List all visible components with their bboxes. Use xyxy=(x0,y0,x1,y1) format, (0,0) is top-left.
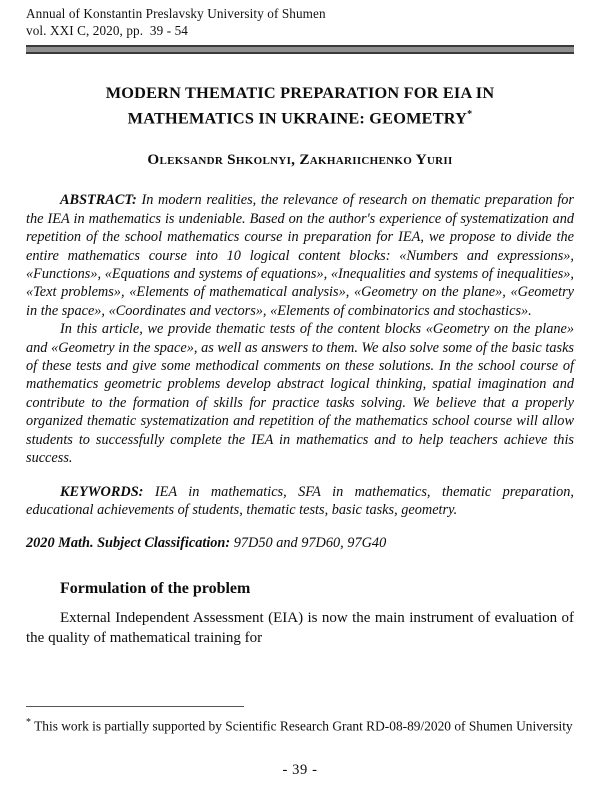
subject-classification-label: 2020 Math. Subject Classification: xyxy=(26,535,231,552)
title-footnote-marker: * xyxy=(467,109,473,120)
subject-classification-codes: 97D50 and 97D60, 97G40 xyxy=(230,535,387,552)
title-line-1: MODERN THEMATIC PREPARATION FOR EIA IN xyxy=(105,83,495,102)
footnote-marker: * xyxy=(26,717,31,728)
abstract-paragraph-1-text: In modern realities, the relevance of research on thematic preparation for the IEA in mathematics is undeniable. Based on the author's experience of systematization and repetition of the school mathematics course in preparation for IEA, we propose to divide the entire mathematics course into 10 logical content blocks: «Numbers and expressions», «Functions», «Equations and systems of equations», «Inequalities and systems of inequalities», «Text problems», «Elements of mathematical analysis», «Geometry on the plane», «Geometry in the space», «Coordinates and vectors», «Elements of combinatorics and stochastics». xyxy=(26,192,574,319)
footnote-body: This work is partially supported by Scientific Research Grant RD-08-89/2020 of Shumen University xyxy=(31,718,573,734)
keywords-text: IEA in mathematics, SFA in mathematics, thematic preparation, educational achievements of students, thematic tests, basic tasks, geometry. xyxy=(26,483,574,518)
header-divider-rule xyxy=(26,45,574,54)
abstract-paragraph-1 xyxy=(26,191,574,320)
abstract-paragraph-2: In this article, we provide thematic tests of the content blocks «Geometry on the plane» and «Geometry in the space», as well as answers to them. We also solve some of the basic tasks of these tests and give some methodical comments on these solutions. In the school course of mathematics geometric problems develop abstract logical thinking, spatial imagination and contribute to the formation of skills for practice tasks solving. We believe that a properly organized thematic systematization and repetition of the mathematics school course will allow students to successfully complete the IEA in mathematics and to help teachers achieve this success. xyxy=(26,321,574,467)
footnote-text xyxy=(26,714,574,735)
keywords-label: KEYWORDS: xyxy=(60,483,144,500)
title-line-2-text: MATHEMATICS IN UKRAINE: GEOMETRY xyxy=(127,108,468,128)
section-heading: Formulation of the problem xyxy=(60,579,251,597)
page-number: - 39 - xyxy=(282,762,318,778)
author-list: Oleksandr Shkolnyi, Zakhariichenko Yurii xyxy=(147,151,453,169)
running-head-line-1: Annual of Konstantin Preslavsky University of Shumen xyxy=(26,6,326,21)
subject-classification xyxy=(26,534,574,552)
running-head-line-2: vol. XXI C, 2020, pp. 39 - 54 xyxy=(26,22,188,38)
footnote-area xyxy=(26,706,574,735)
abstract-section xyxy=(26,191,574,467)
title-line-2 xyxy=(26,104,574,129)
keywords-section xyxy=(26,483,574,520)
running-head xyxy=(26,6,574,39)
section-paragraph: External Independent Assessment (EIA) is now the main instrument of evaluation of the quality of mathematical training for xyxy=(26,609,574,647)
page-title xyxy=(26,82,574,129)
footnote-separator-rule xyxy=(26,706,244,707)
abstract-label: ABSTRACT: xyxy=(60,192,137,209)
